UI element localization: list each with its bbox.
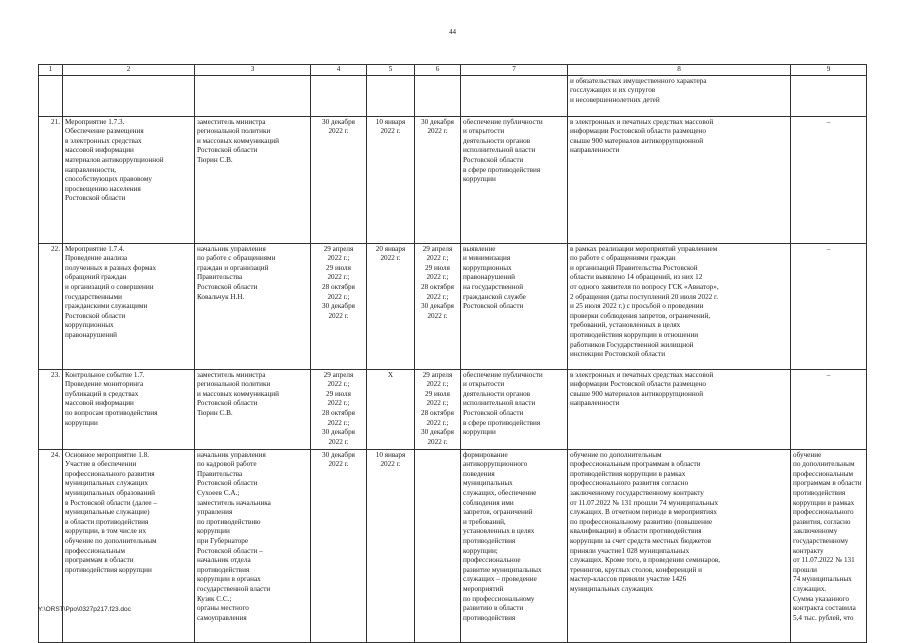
start-date-cell: 29 апреля 2022 г.; 29 июля 2022 г.; 28 октября 2022 г.; 30 декабря 2022 г. bbox=[311, 243, 367, 369]
column-number: 7 bbox=[461, 65, 568, 76]
responsible-cell: заместитель министра региональной политики и массовых коммуникаций Ростовской области Тюрин С.В. bbox=[195, 116, 311, 243]
column-number: 3 bbox=[195, 65, 311, 76]
column-number-row bbox=[39, 65, 867, 76]
end-date-cell: 29 апреля 2022 г.; 29 июля 2022 г.; 28 октября 2022 г.; 30 декабря 2022 г. bbox=[415, 369, 461, 449]
column-number: 8 bbox=[568, 65, 791, 76]
report-table bbox=[38, 64, 867, 643]
end-date-cell: 29 апреля 2022 г.; 29 июля 2022 г.; 28 октября 2022 г.; 30 декабря 2022 г. bbox=[415, 243, 461, 369]
start-date-cell: 29 апреля 2022 г.; 29 июля 2022 г.; 28 октября 2022 г.; 30 декабря 2022 г. bbox=[311, 369, 367, 449]
responsible-cell: начальник управления по кадровой работе Правительства Ростовской области Сухоеев С.А.; заместитель начальника управления по противодействию коррупции при Губернаторе Ростовской области – начальник отдела противодействия коррупции в органах государственной власти Кузяк С.С.; органы местного самоуправления bbox=[195, 449, 311, 642]
end-date-cell: 30 декабря 2022 г. bbox=[415, 116, 461, 243]
event-cell: Мероприятие 1.7.3. Обеспечение размещения в электронных средствах массовой информации материалов антикоррупционной направленности, способствующих правовому просвещению населения Ростовской области bbox=[63, 116, 195, 243]
table-row bbox=[39, 449, 867, 642]
column-number: 5 bbox=[367, 65, 415, 76]
column-number: 1 bbox=[39, 65, 63, 76]
note-cell: – bbox=[791, 369, 867, 449]
table-row-continuation bbox=[39, 75, 867, 116]
info-cell: в электронных и печатных средствах массовой информации Ростовской области размещено свыше 900 материалов антикоррупционной направленности bbox=[568, 116, 791, 243]
row-number: 22. bbox=[39, 243, 63, 369]
control-date-cell: 20 января 2022 г. bbox=[367, 243, 415, 369]
control-date-cell: X bbox=[367, 369, 415, 449]
row-number: 24. bbox=[39, 449, 63, 642]
event-cell: Мероприятие 1.7.4. Проведение анализа полученных в разных формах обращений граждан и организаций о совершении государственными гражданскими служащими Ростовской области коррупционных правонарушений bbox=[63, 243, 195, 369]
column-number: 9 bbox=[791, 65, 867, 76]
result-cell: формирование антикоррупционного поведения муниципальных служащих, обеспечение соблюдения ими запретов, ограничений и требований, установленных в целях противодействия коррупции; профессиональное развитие муниципальных служащих – проведение мероприятий по профессиональному развитию в области противодействия bbox=[461, 449, 568, 642]
column-number: 4 bbox=[311, 65, 367, 76]
table-row bbox=[39, 243, 867, 369]
note-cell: – bbox=[791, 116, 867, 243]
event-cell: Контрольное событие 1.7. Проведение мониторинга публикаций в средствах массовой информации по вопросам противодействия коррупции bbox=[63, 369, 195, 449]
row-number: 21. bbox=[39, 116, 63, 243]
result-cell: обеспечение публичности и открытости деятельности органов исполнительной власти Ростовской области в сфере противодействия коррупции bbox=[461, 116, 568, 243]
responsible-cell: заместитель министра региональной политики и массовых коммуникаций Ростовской области Тюрин С.В. bbox=[195, 369, 311, 449]
end-date-cell bbox=[415, 449, 461, 642]
info-cell: в рамках реализации мероприятий управлением по работе с обращениями граждан и организаций Правительства Ростовской области выявлено 14 обращений, из них 12 от одного заявителя по вопросу ГСК «Авиатор», 2 обращения (даты поступлений 20 июля 2022 г. и 25 июля 2022 г.) с просьбой о проведении проверки соблюдения запретов, ограничений, требований, установленных в целях противодействия коррупции в отношении работников Государственной жилищной инспекции Ростовской области bbox=[568, 243, 791, 369]
start-date-cell: 30 декабря 2022 г. bbox=[311, 116, 367, 243]
table-row bbox=[39, 369, 867, 449]
start-date-cell: 30 декабря 2022 г. bbox=[311, 449, 367, 642]
file-path-footer: Y:\ORST\Ppo\0327p217.f23.doc bbox=[38, 606, 131, 613]
responsible-cell: начальник управления по работе с обращениями граждан и организаций Правительства Ростовской области Ковальчук Н.Н. bbox=[195, 243, 311, 369]
info-cell: в электронных и печатных средствах массовой информации Ростовской области размещено свыше 900 материалов антикоррупционной направленности bbox=[568, 369, 791, 449]
result-cell: выявление и минимизация коррупционных правонарушений на государственной гражданской службе Ростовской области bbox=[461, 243, 568, 369]
info-cell: обучение по дополнительным профессиональным программам в области противодействия коррупции в рамках профессионального развития согласно заключенному государственному контракту от 11.07.2022 № 131 прошли 74 муниципальных служащих. В отчетном периоде в мероприятиях по профессиональному развитию (повышение квалификации) в области противодействия коррупции за счет средств местных бюджетов приняли участие1 028 муниципальных служащих. Кроме того, в проведении семинаров, тренингов, круглых столов, конференций и мастер-классов приняли участие 1426 муниципальных служащих bbox=[568, 449, 791, 642]
row-number: 23. bbox=[39, 369, 63, 449]
column-number: 6 bbox=[415, 65, 461, 76]
note-cell: обучение по дополнительным профессиональным программам в области противодействия коррупции в рамках профессионального развития, согласно заключенному государственному контракту от 11.07.2022 № 131 прошли 74 муниципальных служащих. Сумма указанного контракта составила 5,4 тыс. рублей, что bbox=[791, 449, 867, 642]
control-date-cell: 10 января 2022 г. bbox=[367, 116, 415, 243]
page-number: 44 bbox=[449, 28, 456, 36]
control-date-cell: 10 января 2022 г. bbox=[367, 449, 415, 642]
table-row bbox=[39, 116, 867, 243]
note-cell: – bbox=[791, 243, 867, 369]
result-cell: обеспечение публичности и открытости деятельности органов исполнительной власти Ростовской области в сфере противодействия коррупции bbox=[461, 369, 568, 449]
info-cell: и обязательствах имущественного характера госслужащих и их супругов и несовершеннолетних детей bbox=[568, 75, 791, 116]
event-cell: Основное мероприятие 1.8. Участие в обеспечении профессионального развития муниципальных служащих муниципальных образований в Ростовской области (далее – муниципальные служащие) в области противодействия коррупции, в том числе их обучение по дополнительным профессиональным программам в области противодействия коррупции bbox=[63, 449, 195, 642]
column-number: 2 bbox=[63, 65, 195, 76]
